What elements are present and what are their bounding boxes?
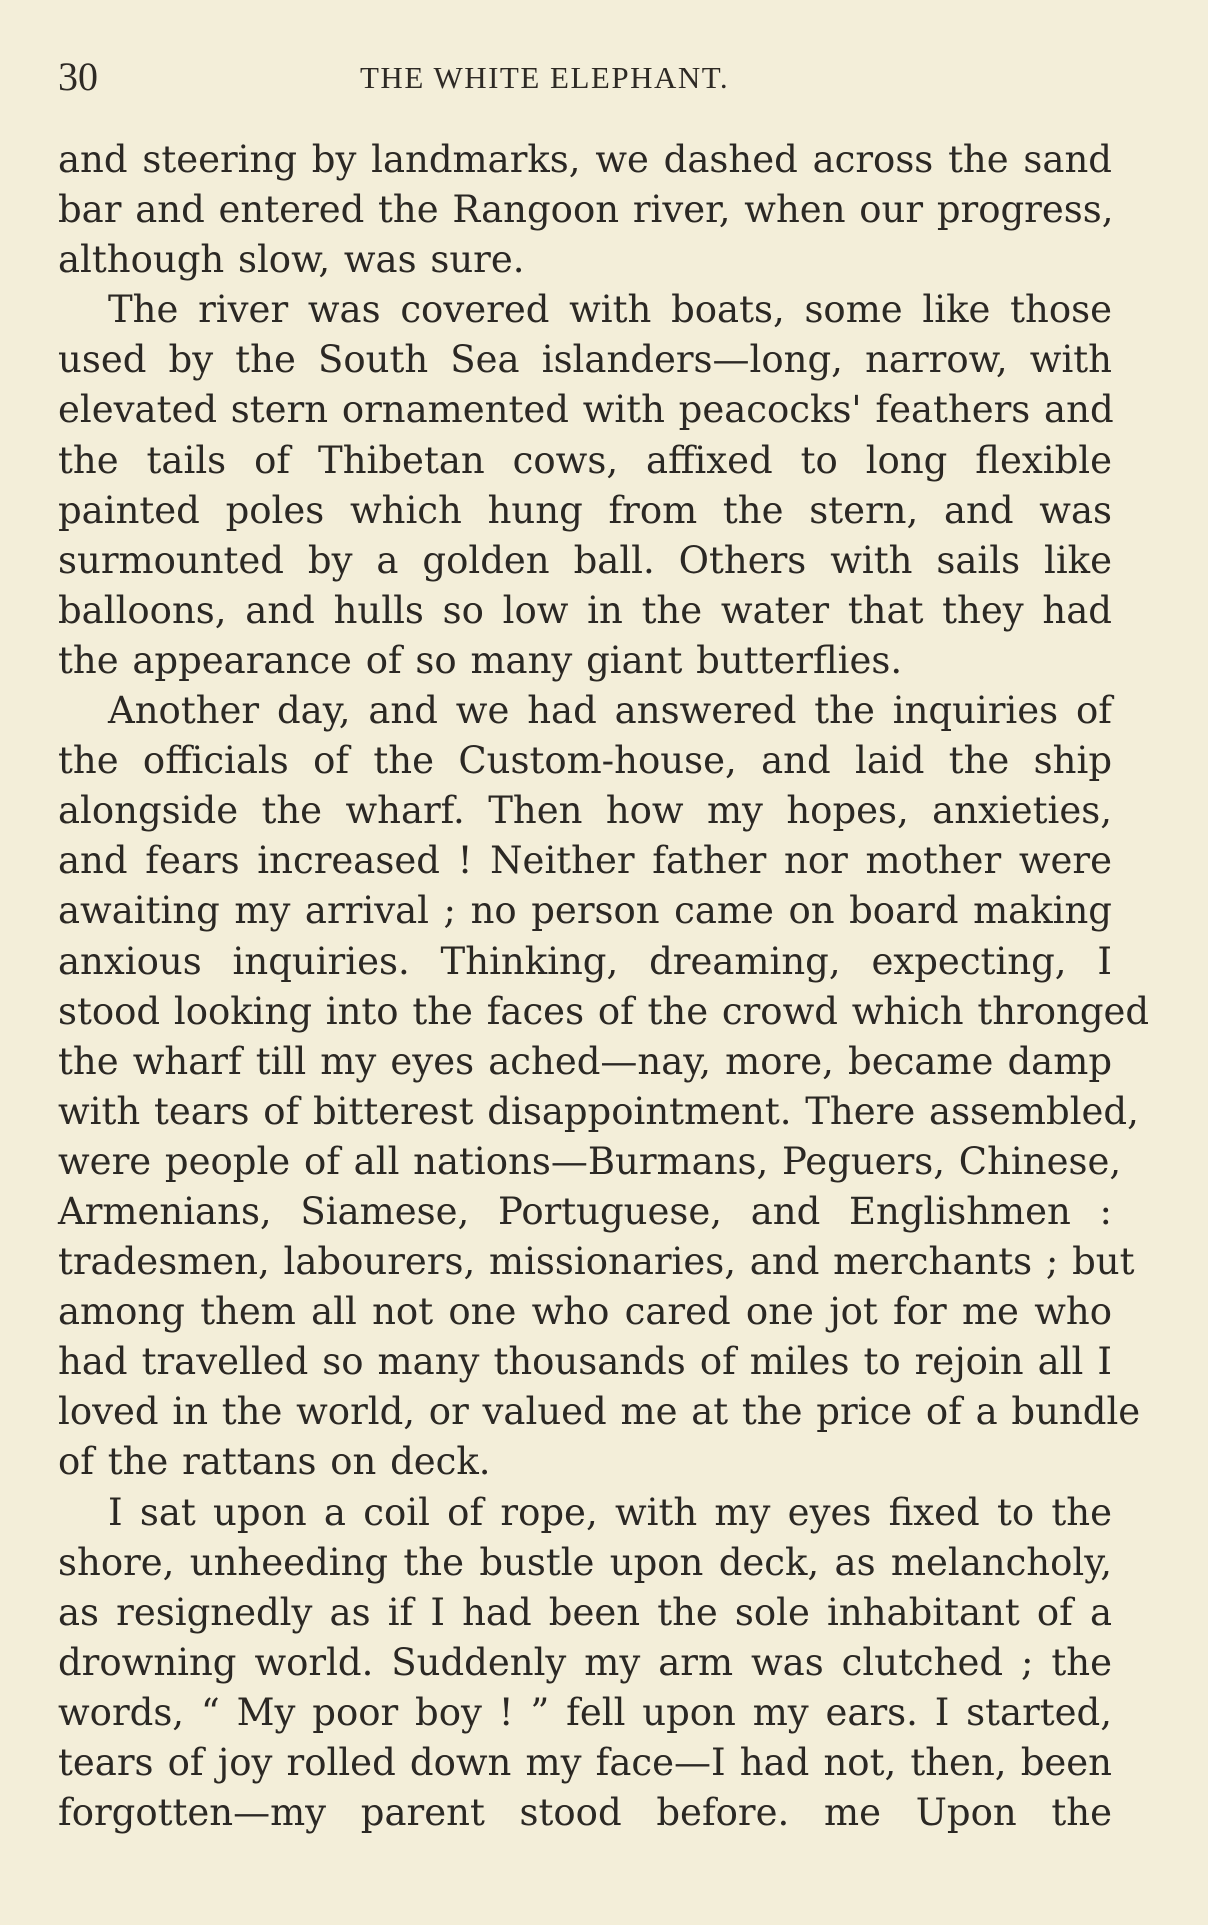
text-line: the appearance of so many giant butterflies. bbox=[58, 638, 903, 682]
text-line: the officials of the Custom-house, and laid the ship bbox=[58, 739, 1112, 783]
text-line: bar and entered the Rangoon river, when our progress, bbox=[58, 188, 1114, 232]
text-line: had travelled so many thousands of miles to rejoin all I bbox=[58, 1340, 1112, 1384]
text-line: stood looking into the faces of the crowd which thronged bbox=[58, 989, 1150, 1033]
text-line: forgotten—my parent stood before. me Upon the bbox=[58, 1791, 1112, 1835]
text-line: I sat upon a coil of rope, with my eyes fixed to the bbox=[108, 1490, 1112, 1534]
text-line: were people of all nations—Burmans, Peguers, Chinese, bbox=[58, 1139, 1122, 1183]
text-line: the tails of Thibetan cows, affixed to long flexible bbox=[58, 438, 1112, 482]
text-line: although slow, was sure. bbox=[58, 238, 525, 282]
running-head bbox=[58, 52, 1108, 102]
text-line: Armenians, Siamese, Portuguese, and Englishmen : bbox=[58, 1189, 1112, 1233]
text-line: and steering by landmarks, we dashed across the sand bbox=[58, 138, 1112, 181]
text-line: of the rattans on deck. bbox=[58, 1440, 491, 1484]
body-text bbox=[58, 135, 1150, 1838]
running-title: THE WHITE ELEPHANT. bbox=[360, 60, 730, 95]
text-line: balloons, and hulls so low in the water that they had bbox=[58, 588, 1112, 632]
text-line: The river was covered with boats, some like those bbox=[108, 288, 1112, 332]
text-line: and fears increased ! Neither father nor mother were bbox=[58, 839, 1112, 883]
text-line: surmounted by a golden ball. Others with sails like bbox=[58, 538, 1112, 582]
text-line: tears of joy rolled down my face—I had not, then, been bbox=[58, 1741, 1112, 1784]
text-line: shore, unheeding the bustle upon deck, as melancholy, bbox=[58, 1540, 1112, 1584]
text-line: with tears of bitterest disappointment. There assembled, bbox=[58, 1089, 1139, 1133]
text-line: tradesmen, labourers, missionaries, and merchants ; but bbox=[58, 1240, 1135, 1284]
text-line: awaiting my arrival ; no person came on board making bbox=[58, 889, 1112, 933]
text-line: used by the South Sea islanders—long, narrow, with bbox=[58, 338, 1112, 382]
text-line: drowning world. Suddenly my arm was clutched ; the bbox=[58, 1640, 1112, 1684]
text-line: alongside the wharf. Then how my hopes, anxieties, bbox=[58, 789, 1112, 833]
text-line: among them all not one who cared one jot for me who bbox=[58, 1290, 1112, 1334]
page-number: 30 bbox=[58, 54, 98, 99]
text-line: elevated stern ornamented with peacocks' feathers and bbox=[58, 388, 1114, 432]
text-line: as resignedly as if I had been the sole inhabitant of a bbox=[58, 1590, 1112, 1634]
text-line: words, “ My poor boy ! ” fell upon my ears. I started, bbox=[58, 1690, 1112, 1734]
text-line: Another day, and we had answered the inquiries of bbox=[108, 689, 1112, 733]
text-line: loved in the world, or valued me at the price of a bundle bbox=[58, 1390, 1141, 1434]
text-line: the wharf till my eyes ached—nay, more, became damp bbox=[58, 1039, 1112, 1083]
text-line: anxious inquiries. Thinking, dreaming, expecting, I bbox=[58, 939, 1112, 983]
text-line: painted poles which hung from the stern, and was bbox=[58, 488, 1112, 532]
